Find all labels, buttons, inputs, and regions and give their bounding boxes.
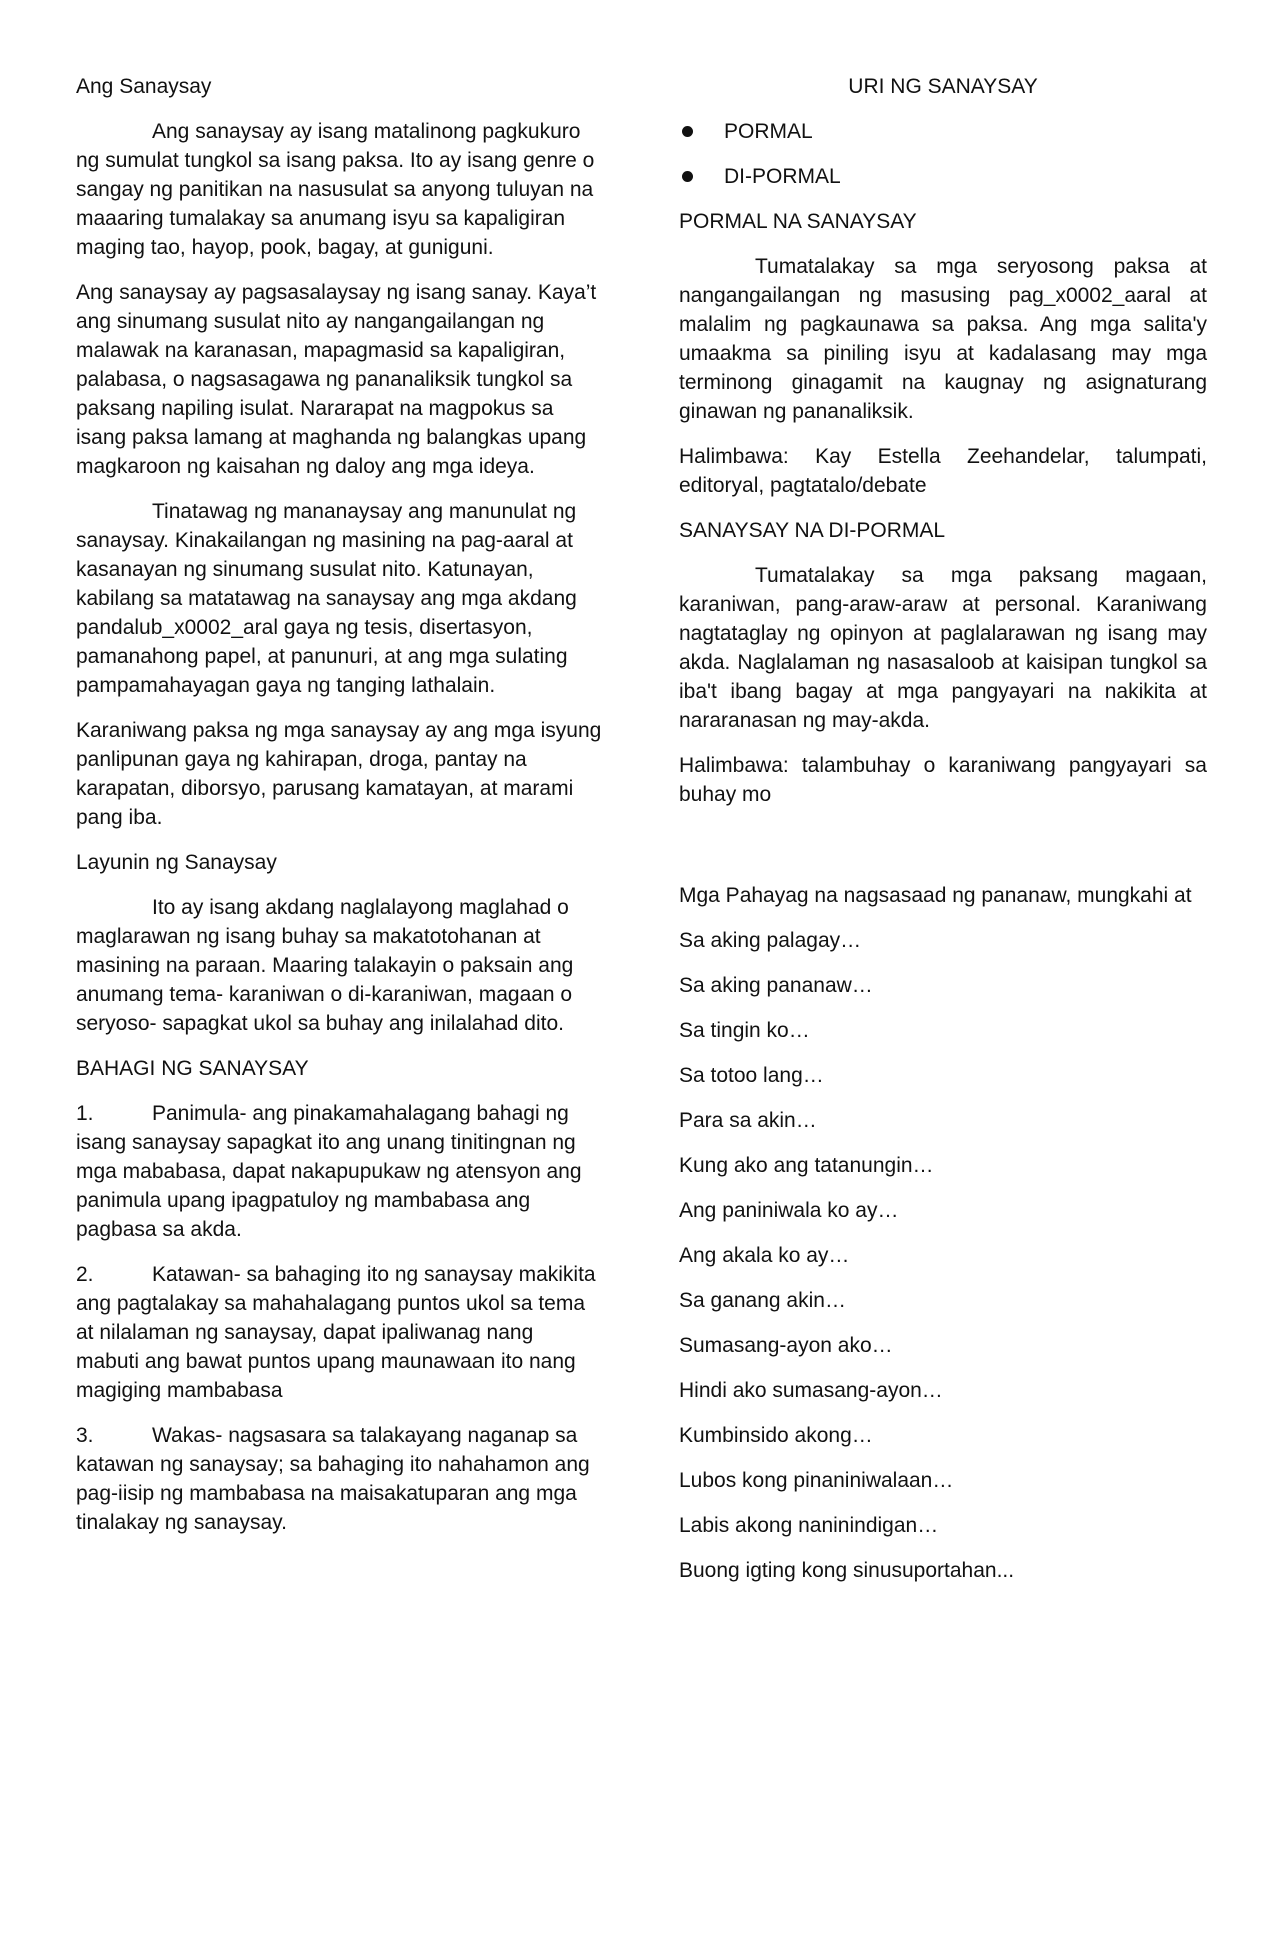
pormal-paragraph: Tumatalakay sa mga seryosong paksa at nangangailangan ng masusing pag_x0002_aaral at malalim ng pagkaunawa sa paksa. Ang mga salita'y umaakma sa piniling isyu at kadalasang may mga terminong ginagamit na kaugnay ng asignaturang ginawan ng pananaliksik. [679,255,1207,423]
bahagi-item-text: Panimula- ang pinakamahalagang bahagi ng isang sanaysay sapagkat ito ang unang tinitingnan ng mga mababasa, dapat nakapupukaw ng atensyon ang panimula upang ipagpatuloy ng mambabasa ang pagbasa sa akda. [76,1102,582,1241]
bahagi-item-katawan [76,1260,602,1405]
bullet-item-pormal [679,117,1207,146]
uri-bullet-list [679,117,1207,191]
section-spacer [679,825,1207,881]
bahagi-item-text: Wakas- nagsasara sa talakayang naganap sa katawan ng sanaysay; sa bahaging ito nahahamon ang pag-iisip ng mambabasa na maisakatuparan ang mga tinalakay ng sanaysay. [76,1424,590,1534]
phrase-item: Sa tingin ko… [679,1019,810,1042]
phrase-item: Ang akala ko ay… [679,1244,850,1267]
topics-paragraph: Karaniwang paksa ng mga sanaysay ay ang mga isyung panlipunan gaya ng kahirapan, droga, pantay na karapatan, diborsyo, parusang kamatayan, at marami pang iba. [76,719,602,829]
layunin-heading: Layunin ng Sanaysay [76,851,277,874]
dipormal-heading: SANAYSAY NA DI-PORMAL [679,519,946,542]
phrase-item: Sa aking pananaw… [679,974,873,997]
dipormal-example: Halimbawa: talambuhay o karaniwang pangyayari sa buhay mo [679,754,1207,806]
phrase-item: Lubos kong pinaniniwalaan… [679,1469,954,1492]
right-column [679,72,1207,1601]
phrase-item: Hindi ako sumasang-ayon… [679,1379,943,1402]
phrase-item: Buong igting kong sinusuportahan... [679,1559,1015,1582]
bullet-dot-icon [682,171,693,182]
phrase-item: Kumbinsido akong… [679,1424,873,1447]
phrase-item: Sa totoo lang… [679,1064,824,1087]
pahayag-heading: Mga Pahayag na nagsasaad ng pananaw, mungkahi at [679,884,1192,907]
phrase-item: Kung ako ang tatanungin… [679,1154,934,1177]
document-title: Ang Sanaysay [76,75,212,98]
pormal-heading: PORMAL NA SANAYSAY [679,210,917,233]
bahagi-item-number: 1. [76,1102,94,1125]
bahagi-item-panimula [76,1099,602,1244]
dipormal-paragraph: Tumatalakay sa mga paksang magaan, karaniwan, pang-araw-araw at personal. Karaniwang nagtataglay ng opinyon at paglalarawan ng isang may akda. Naglalaman ng nasasaloob at kaisipan tungkol sa iba't ibang bagay at mga pangyayari na nakikita at nararanasan ng may-akda. [679,564,1207,732]
intro-paragraph: Ang sanaysay ay isang matalinong pagkukuro ng sumulat tungkol sa isang paksa. Ito ay isang genre o sangay ng panitikan na nasusulat sa anyong tuluyan na maaaring tumalakay sa anumang isyu sa kapaligiran maging tao, hayop, pook, bagay, at guniguni. [76,120,595,259]
uri-heading: URI NG SANAYSAY [848,75,1038,98]
phrase-item: Sa aking palagay… [679,929,862,952]
bahagi-item-wakas [76,1421,602,1537]
bahagi-item-number: 3. [76,1424,94,1447]
left-column [76,72,602,1553]
phrase-item: Sumasang-ayon ako… [679,1334,893,1357]
phrase-item: Labis akong naninindigan… [679,1514,939,1537]
writer-paragraph: Tinatawag ng mananaysay ang manunulat ng sanaysay. Kinakailangan ng masining na pag-aaral at kasanayan ng sinumang susulat nito. Katunayan, kabilang sa matatawag na sanaysay ang mga akdang pandalub_x0002_aral gaya ng tesis, disertasyon, pamanahong papel, at panunuri, at ang mga sulating pampamahayagan gaya ng tanging lathalain. [76,500,577,697]
phrase-item: Ang paniniwala ko ay… [679,1199,899,1222]
layunin-paragraph: Ito ay isang akdang naglalayong maglahad o maglarawan ng isang buhay sa makatotohanan at masining na paraan. Maaring talakayin o paksain ang anumang tema- karaniwan o di-karaniwan, magaan o seryoso- sapagkat ukol sa buhay ang inilalahad dito. [76,896,574,1035]
bahagi-item-text: Katawan- sa bahaging ito ng sanaysay makikita ang pagtalakay sa mahahalagang puntos ukol sa tema at nilalaman ng sanaysay, dapat ipaliwanag nang mabuti ang bawat puntos upang maunawaan ito nang magiging mambabasa [76,1263,596,1402]
bahagi-heading: BAHAGI NG SANAYSAY [76,1057,309,1080]
phrase-list [679,926,1207,1585]
bullet-item-label: DI-PORMAL [724,165,841,188]
definition-paragraph: Ang sanaysay ay pagsasalaysay ng isang sanay. Kaya’t ang sinumang susulat nito ay nangangailangan ng malawak na karanasan, mapagmasid sa kapaligiran, palabasa, o nagsasagawa ng pananaliksik tungkol sa paksang napiling isulat. Nararapat na magpokus sa isang paksa lamang at maghanda ng balangkas upang magkaroon ng kaisahan ng daloy ang mga ideya. [76,281,597,478]
bullet-item-label: PORMAL [724,120,813,143]
bahagi-item-number: 2. [76,1263,94,1286]
bullet-item-dipormal [679,162,1207,191]
pormal-example: Halimbawa: Kay Estella Zeehandelar, talumpati, editoryal, pagtatalo/debate [679,445,1207,497]
phrase-item: Sa ganang akin… [679,1289,846,1312]
bullet-dot-icon [682,126,693,137]
phrase-item: Para sa akin… [679,1109,817,1132]
